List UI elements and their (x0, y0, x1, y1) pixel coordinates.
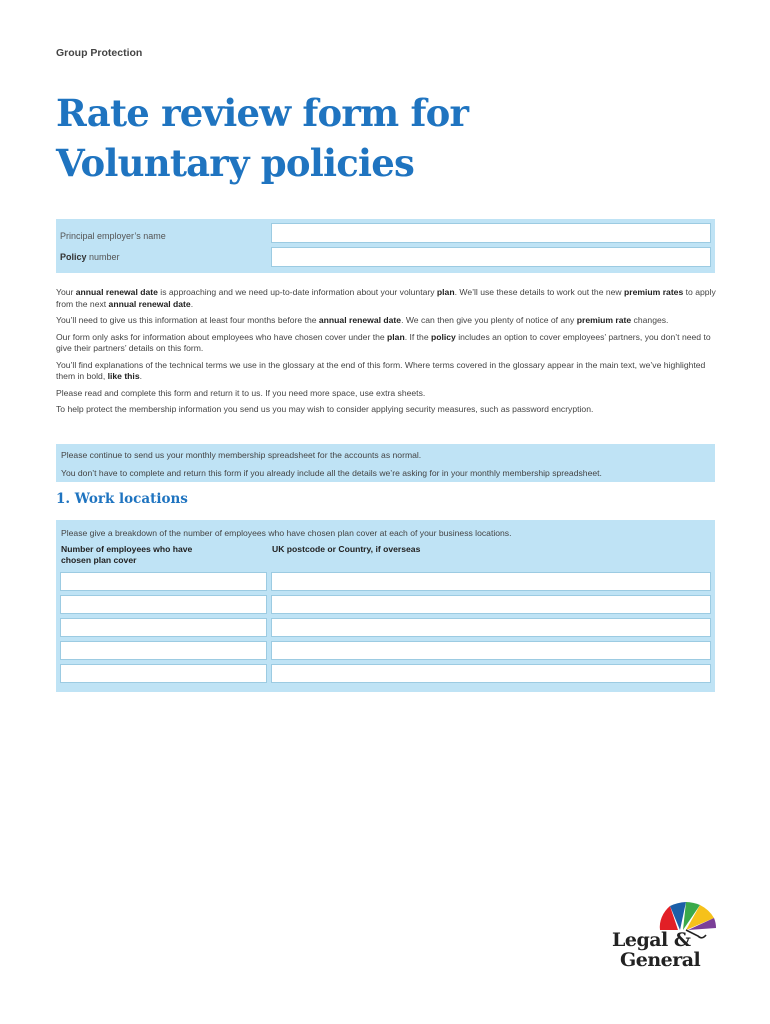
paragraph-deadline: You’ll need to give us this information at least four months before the annual renewal date. We can then give you plenty of notice of any premium rate changes. (56, 315, 669, 325)
location-postcode-field[interactable] (271, 641, 711, 660)
employees-count-field[interactable] (60, 572, 267, 591)
page-title (56, 88, 468, 188)
paragraph-return: Please read and complete this form and return it to us. If you need more space, use extra sheets. (56, 387, 426, 398)
employees-count-field[interactable] (60, 618, 267, 637)
employees-count-field[interactable] (60, 664, 267, 683)
section-work-locations-title: 1. Work locations (56, 491, 188, 507)
employees-count-field[interactable] (60, 595, 267, 614)
paragraph-scope: Our form only asks for information about employees who have chosen cover under the plan. If the policy includes an option to cover employees’ partners, you don’t need to give their partners’ details on this form. (56, 331, 711, 353)
info-line-2: You don’t have to complete and return this form if you already include all the details we’re asking for in your monthly membership spreadsheet. (61, 468, 602, 478)
policy-number-field[interactable] (271, 247, 711, 267)
location-postcode-field[interactable] (271, 664, 711, 683)
logo-wordmark: Legal & General (612, 929, 701, 971)
work-locations-intro: Please give a breakdown of the number of employees who have chosen plan cover at each of your business locations. (61, 528, 512, 538)
employer-name-field[interactable] (271, 223, 711, 243)
paragraph-renewal: Your annual renewal date is approaching and we need up-to-date information about your voluntary plan. We’ll use these details to work out the new premium rates to apply from the next annual renewal date. (56, 287, 716, 309)
employer-details-box (56, 219, 715, 273)
column-header-employees: Number of employees who have chosen plan cover (61, 544, 193, 565)
intro-text (56, 287, 716, 421)
location-postcode-field[interactable] (271, 595, 711, 614)
location-postcode-field[interactable] (271, 618, 711, 637)
policy-number-label: Policy number (60, 252, 120, 262)
title-line-1: Rate review form for (56, 91, 469, 135)
column-header-location: UK postcode or Country, if overseas (272, 544, 421, 554)
employer-name-label: Principal employer’s name (60, 231, 166, 241)
employees-count-field[interactable] (60, 641, 267, 660)
work-locations-box (56, 520, 715, 692)
spreadsheet-info-box (56, 444, 715, 482)
location-postcode-field[interactable] (271, 572, 711, 591)
info-line-1: Please continue to send us your monthly membership spreadsheet for the accounts as normal. (61, 450, 422, 460)
paragraph-security: To help protect the membership information you send us you may wish to consider applying security measures, such as password encryption. (56, 404, 594, 414)
document-category: Group Protection (56, 47, 143, 59)
title-line-2: Voluntary policies (56, 141, 415, 185)
paragraph-glossary: You’ll find explanations of the technical terms we use in the glossary at the end of this form. Where terms covered in the glossary appear in the main text, we’ve highlighted them in bold, like this. (56, 359, 706, 381)
legal-general-logo (612, 900, 722, 980)
